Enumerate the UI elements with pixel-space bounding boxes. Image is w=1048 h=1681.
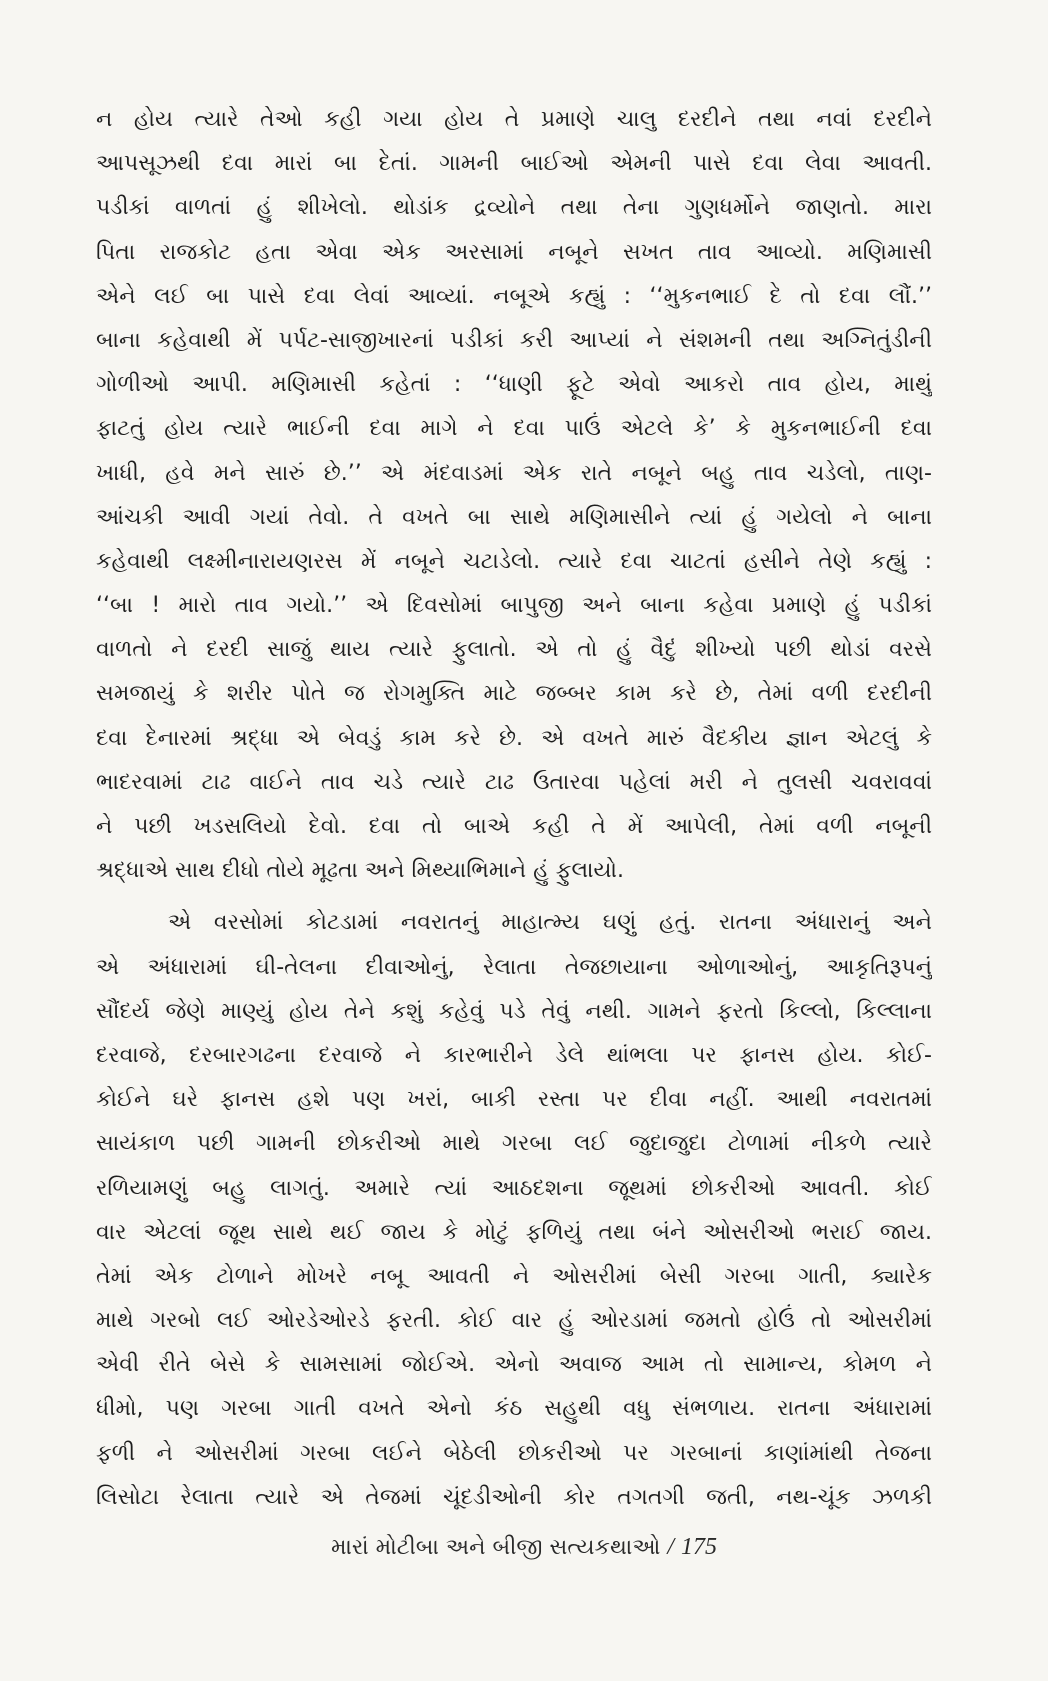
text-line: દરવાજે, દરબારગઢના દરવાજે ને કારભારીને ડેલે થાંભલા પર ફાનસ હોય. કોઈ- (96, 1042, 932, 1068)
text-line: માથે ગરબો લઈ ઓરડેઓરડે ફરતી. કોઈ વાર હું ઓરડામાં જમતો હોઉં તો ઓસરીમાં (96, 1308, 932, 1334)
paragraph-gap (96, 893, 932, 901)
text-line: કહેવાથી લક્ષ્મીનારાયણરસ મેં નબૂને ચટાડેલો. ત્યારે દવા ચાટતાં હસીને તેણે કહ્યું : (96, 548, 932, 574)
body-text (96, 98, 932, 1520)
text-line: બાના કહેવાથી મેં પર્પટ-સાજીખારનાં પડીકાં કરી આપ્યાં ને સંશમની તથા અગ્નિતુંડીની (96, 327, 932, 353)
text-line: પિતા રાજકોટ હતા એવા એક અરસામાં નબૂને સખત તાવ આવ્યો. મણિમાસી (96, 239, 932, 265)
text-line: સૌંદર્ય જેણે માણ્યું હોય તેને કશું કહેવું પડે તેવું નથી. ગામને ફરતો કિલ્લો, કિલ્લાના (96, 998, 932, 1024)
text-line: કોઈને ઘરે ફાનસ હશે પણ ખરાં, બાકી રસ્તા પર દીવા નહીં. આથી નવરાતમાં (96, 1087, 932, 1113)
text-line: આપસૂઝથી દવા મારાં બા દેતાં. ગામની બાઈઓ એમની પાસે દવા લેવા આવતી. (96, 151, 932, 177)
text-line: સમજાયું કે શરીર પોતે જ રોગમુક્તિ માટે જબ્બર કામ કરે છે, તેમાં વળી દરદીની (96, 681, 932, 707)
text-line: ખાધી, હવે મને સારું છે.’’ એ મંદવાડમાં એક રાતે નબૂને બહુ તાવ ચડેલો, તાણ- (96, 460, 932, 486)
page-number: 175 (680, 1534, 717, 1560)
text-line: તેમાં એક ટોળાને મોખરે નબૂ આવતી ને ઓસરીમાં બેસી ગરબા ગાતી, ક્યારેક (96, 1263, 932, 1289)
text-line: ફળી ને ઓસરીમાં ગરબા લઈને બેઠેલી છોકરીઓ પર ગરબાનાં કાણાંમાંથી તેજના (96, 1440, 932, 1466)
text-line: ‘‘બા ! મારો તાવ ગયો.’’ એ દિવસોમાં બાપુજી અને બાના કહેવા પ્રમાણે હું પડીકાં (96, 593, 932, 619)
text-line: ન હોય ત્યારે તેઓ કહી ગયા હોય તે પ્રમાણે ચાલુ દરદીને તથા નવાં દરદીને (96, 107, 932, 132)
text-line: આંચકી આવી ગયાં તેવો. તે વખતે બા સાથે મણિમાસીને ત્યાં હું ગયેલો ને બાના (96, 504, 932, 530)
paragraph-2 (96, 901, 932, 1520)
text-line: સાયંકાળ પછી ગામની છોકરીઓ માથે ગરબા લઈ જુદાજુદા ટોળામાં નીકળે ત્યારે (96, 1131, 932, 1157)
text-line: પડીકાં વાળતાં હું શીખેલો. થોડાંક દ્રવ્યોને તથા તેના ગુણધર્મોને જાણતો. મારા (96, 195, 932, 221)
text-line: એ વરસોમાં કોટડામાં નવરાતનું માહાત્મ્ય ઘણું હતું. રાતના અંધારાનું અને (168, 910, 932, 936)
footer-separator: / (667, 1534, 674, 1560)
text-line: એ અંધારામાં ઘી-તેલના દીવાઓનું, રેલાતા તેજછાયાના ઓળાઓનું, આકૃતિરૂપનું (96, 954, 932, 980)
text-line: ગોળીઓ આપી. મણિમાસી કહેતાં : ‘‘ધાણી ફૂટે એવો આકરો તાવ હોય, માથું (96, 372, 932, 398)
text-line: શ્રદ્ધાએ સાથ દીધો તોયે મૂઢતા અને મિથ્યાભિમાને હું ફુલાયો. (96, 858, 624, 884)
page-footer (0, 1534, 1048, 1561)
text-line: દવા દેનારમાં શ્રદ્ધા એ બેવડું કામ કરે છે. એ વખતે મારું વૈદકીય જ્ઞાન એટલું કે (96, 725, 932, 751)
text-line: એને લઈ બા પાસે દવા લેવાં આવ્યાં. નબૂએ કહ્યું : ‘‘મુકનભાઈ દે તો દવા લૌં.’’ (96, 283, 932, 309)
text-line: ફાટતું હોય ત્યારે ભાઈની દવા માગે ને દવા પાઉં એટલે કે’ કે મુકનભાઈની દવા (96, 416, 932, 442)
text-line: વાળતો ને દરદી સાજું થાય ત્યારે ફુલાતો. એ તો હું વૈદું શીખ્યો પછી થોડાં વરસે (96, 637, 932, 663)
book-title: મારાં મોટીબા અને બીજી સત્યકથાઓ (331, 1535, 661, 1560)
text-line: ધીમો, પણ ગરબા ગાતી વખતે એનો કંઠ સહુથી વધુ સંભળાય. રાતના અંધારામાં (96, 1396, 932, 1422)
text-line: લિસોટા રેલાતા ત્યારે એ તેજમાં ચૂંદડીઓની કોર તગતગી જતી, નથ-ચૂંક ઝળકી (96, 1484, 932, 1510)
paragraph-1 (96, 98, 932, 893)
text-line: ભાદરવામાં ટાઢ વાઈને તાવ ચડે ત્યારે ટાઢ ઉતારવા પહેલાં મરી ને તુલસી ચવરાવવાં (96, 769, 932, 795)
text-line: રળિયામણું બહુ લાગતું. અમારે ત્યાં આઠદશના જૂથમાં છોકરીઓ આવતી. કોઈ (96, 1175, 932, 1201)
text-line: એવી રીતે બેસે કે સામસામાં જોઈએ. એનો અવાજ આમ તો સામાન્ય, કોમળ ને (96, 1352, 932, 1378)
text-line: વાર એટલાં જૂથ સાથે થઈ જાય કે મોટું ફળિયું તથા બંને ઓસરીઓ ભરાઈ જાય. (96, 1219, 932, 1245)
text-line: ને પછી ખડસલિયો દેવો. દવા તો બાએ કહી તે મેં આપેલી, તેમાં વળી નબૂની (96, 814, 932, 839)
